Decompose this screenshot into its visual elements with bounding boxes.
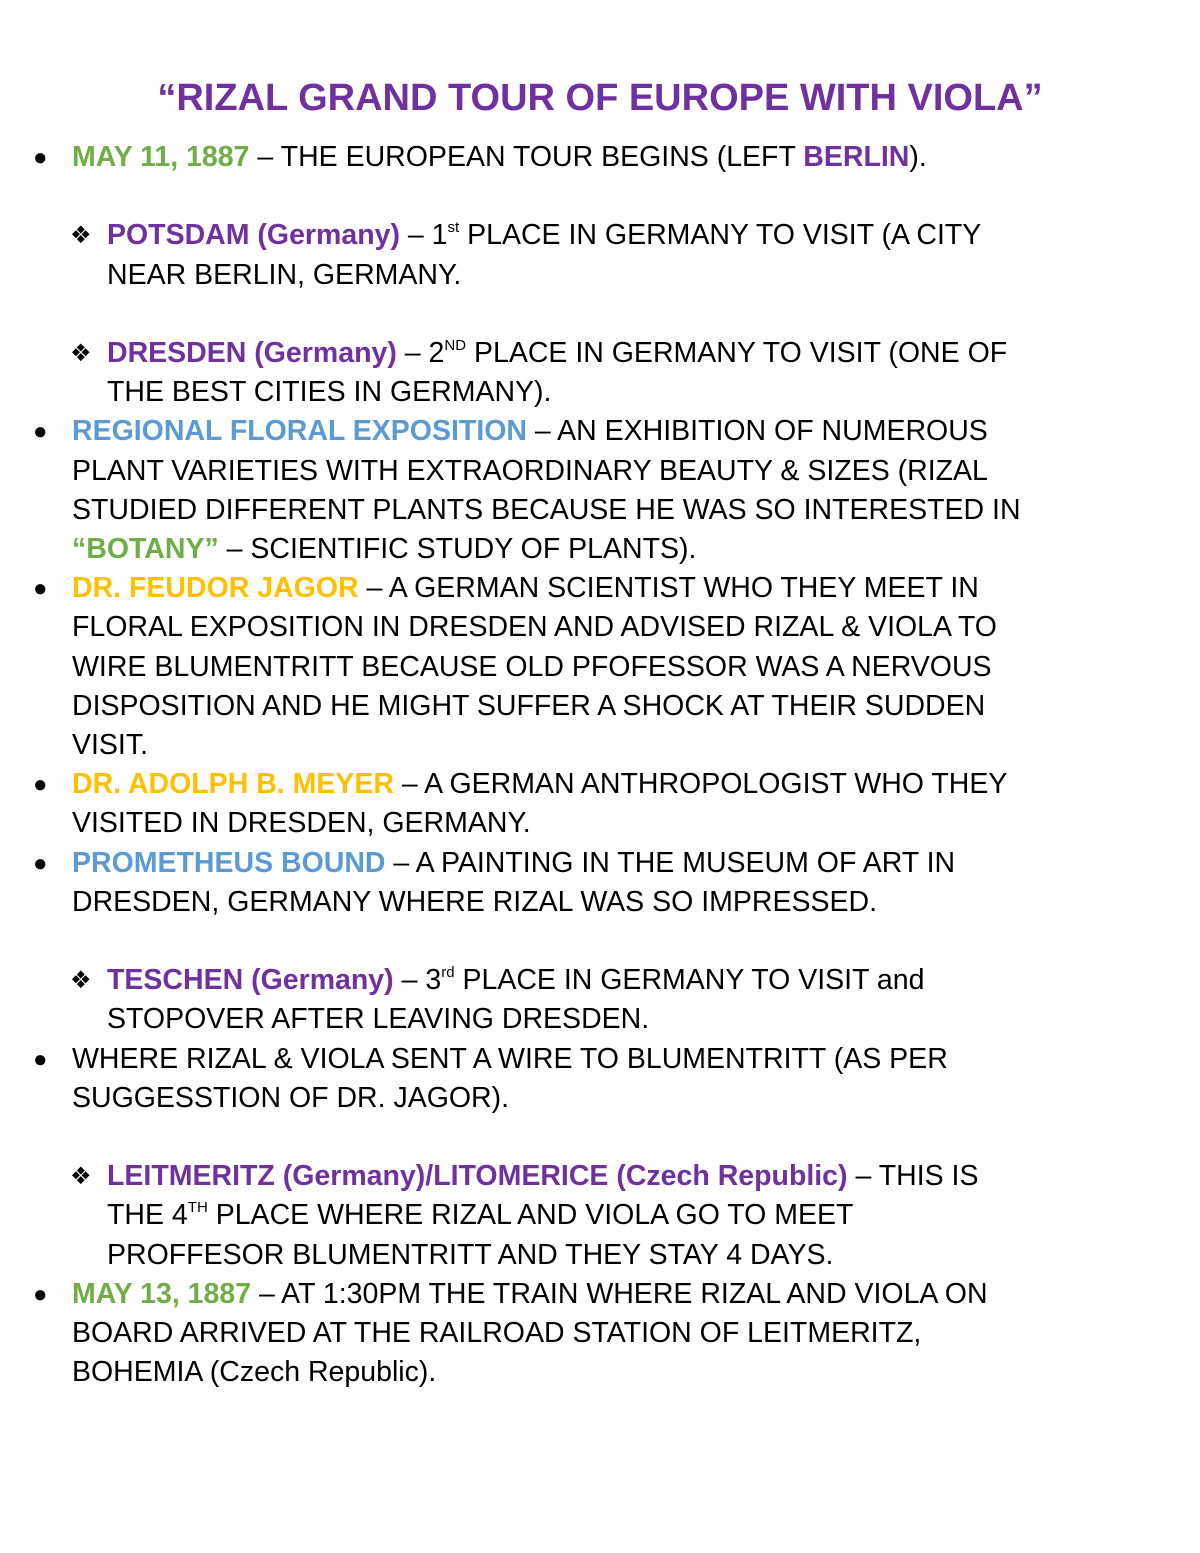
list-item-floral-exposition: ● REGIONAL FLORAL EXPOSITION – AN EXHIBITION OF NUMEROUS PLANT VARIETIES WITH EXTRAORDINARY BEAUTY & SIZES (RIZAL STUDIED DIFFERENT PLANTS BECAUSE HE WAS SO INTERESTED IN “BOTANY” – SCIENTIFIC STUDY OF PLANTS). bbox=[0, 412, 1200, 569]
place-potsdam: POTSDAM (Germany) bbox=[107, 219, 400, 252]
list-item-potsdam: ❖ POTSDAM (Germany) – 1st PLACE IN GERMANY TO VISIT (A CITY NEAR BERLIN, GERMANY. bbox=[0, 216, 1200, 294]
list-item-leitmeritz: ❖ LEITMERITZ (Germany)/LITOMERICE (Czech Republic) – THIS IS THE 4TH PLACE WHERE RIZAL AND VIOLA GO TO MEET PROFFESOR BLUMENTRITT AND THEY STAY 4 DAYS. bbox=[0, 1157, 1200, 1275]
date-may-13: MAY 13, 1887 bbox=[72, 1277, 252, 1310]
list-item-prometheus-bound: ● PROMETHEUS BOUND – A PAINTING IN THE MUSEUM OF ART IN DRESDEN, GERMANY WHERE RIZAL WAS SO IMPRESSED. bbox=[0, 844, 1200, 922]
date-may-11: MAY 11, 1887 bbox=[72, 141, 250, 173]
round-bullet-icon: ● bbox=[33, 575, 48, 603]
diamond-star-bullet-icon: ❖ bbox=[70, 1163, 92, 1191]
place-dresden: DRESDEN (Germany) bbox=[107, 336, 397, 369]
term-botany: “BOTANY” bbox=[72, 533, 219, 565]
list-item-wire-blumentritt: ● WHERE RIZAL & VIOLA SENT A WIRE TO BLUMENTRITT (AS PER SUGGESSTION OF DR. JAGOR). bbox=[0, 1040, 1200, 1118]
round-bullet-icon: ● bbox=[33, 418, 48, 446]
document-body bbox=[0, 138, 1200, 1392]
list-item-may-11: ● MAY 11, 1887 – THE EUROPEAN TOUR BEGINS (LEFT BERLIN). bbox=[0, 138, 1200, 177]
list-item-teschen: ❖ TESCHEN (Germany) – 3rd PLACE IN GERMANY TO VISIT and STOPOVER AFTER LEAVING DRESDEN. bbox=[0, 961, 1200, 1039]
round-bullet-icon: ● bbox=[33, 1280, 48, 1308]
term-prometheus-bound: PROMETHEUS BOUND bbox=[72, 846, 386, 879]
diamond-star-bullet-icon: ❖ bbox=[70, 339, 92, 367]
round-bullet-icon: ● bbox=[33, 771, 48, 799]
diamond-star-bullet-icon: ❖ bbox=[70, 222, 92, 250]
place-berlin: BERLIN bbox=[803, 141, 910, 173]
list-item-may-13: ● MAY 13, 1887 – AT 1:30PM THE TRAIN WHERE RIZAL AND VIOLA ON BOARD ARRIVED AT THE RAILROAD STATION OF LEITMERITZ, BOHEMIA (Czech Republic). bbox=[0, 1275, 1200, 1393]
place-leitmeritz: LEITMERITZ (Germany)/LITOMERICE (Czech Republic) bbox=[107, 1160, 848, 1193]
list-item-dresden: ❖ DRESDEN (Germany) – 2ND PLACE IN GERMANY TO VISIT (ONE OF THE BEST CITIES IN GERMANY). bbox=[0, 334, 1200, 412]
round-bullet-icon: ● bbox=[33, 849, 48, 877]
list-item-adolph-meyer: ● DR. ADOLPH B. MEYER – A GERMAN ANTHROPOLOGIST WHO THEY VISITED IN DRESDEN, GERMANY. bbox=[0, 765, 1200, 843]
spacer bbox=[0, 922, 1200, 961]
term-floral-exposition: REGIONAL FLORAL EXPOSITION bbox=[72, 415, 527, 448]
person-adolph-meyer: DR. ADOLPH B. MEYER bbox=[72, 768, 394, 801]
list-item-feudor-jagor: ● DR. FEUDOR JAGOR – A GERMAN SCIENTIST WHO THEY MEET IN FLORAL EXPOSITION IN DRESDEN AND ADVISED RIZAL & VIOLA TO WIRE BLUMENTRITT BECAUSE OLD PFOFESSOR WAS A NERVOUS DISPOSITION AND HE MIGHT SUFFER A SHOCK AT THEIR SUDDEN VISIT. bbox=[0, 569, 1200, 765]
person-feudor-jagor: DR. FEUDOR JAGOR bbox=[72, 572, 359, 605]
spacer bbox=[0, 177, 1200, 216]
page-title: “RIZAL GRAND TOUR OF EUROPE WITH VIOLA” bbox=[157, 77, 1043, 119]
round-bullet-icon: ● bbox=[33, 1045, 48, 1073]
round-bullet-icon: ● bbox=[33, 144, 48, 171]
spacer bbox=[0, 1118, 1200, 1157]
diamond-star-bullet-icon: ❖ bbox=[70, 967, 92, 995]
place-teschen: TESCHEN (Germany) bbox=[107, 964, 394, 997]
spacer bbox=[0, 295, 1200, 334]
